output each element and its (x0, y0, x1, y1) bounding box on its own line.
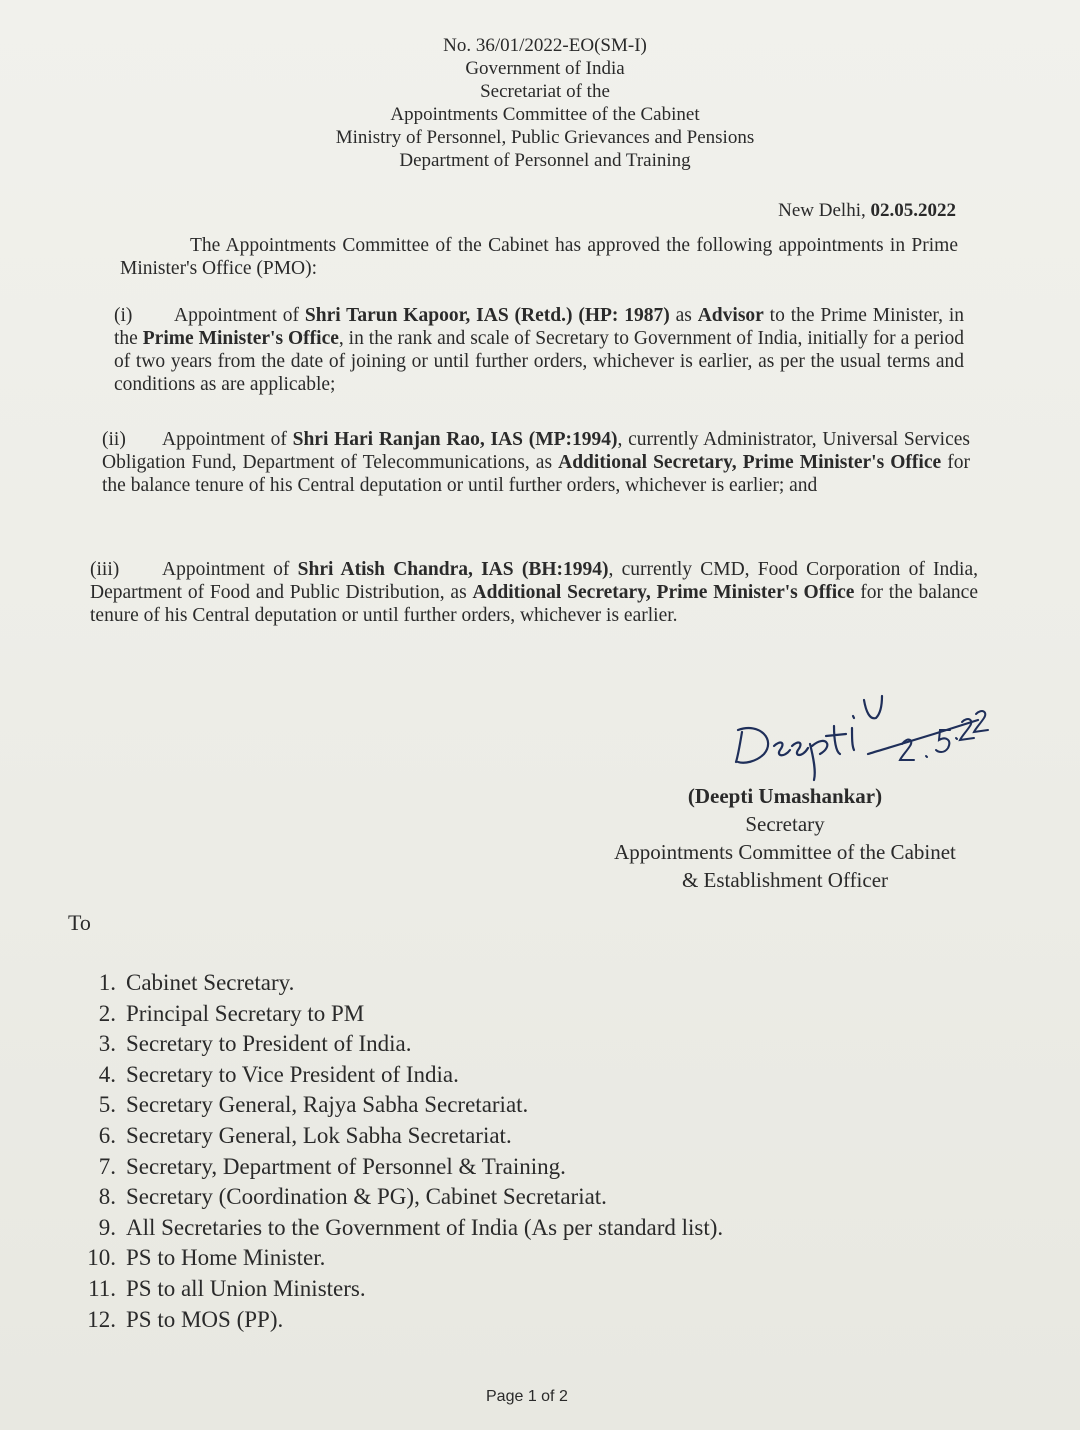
list-item (76, 1121, 836, 1152)
post-title: Additional Secretary, Prime Minister's Office (472, 582, 855, 603)
header-department: Department of Personnel and Training (399, 150, 691, 171)
post-title: Additional Secretary, Prime Minister's Office (558, 452, 942, 473)
appointee-name: Shri Atish Chandra, IAS (BH:1994) (297, 559, 609, 580)
item-text: to the Prime Minister, in the (114, 305, 964, 349)
item-number: (ii) (102, 429, 126, 450)
signatory-role: & Establishment Officer (681, 868, 889, 892)
recipient: Secretary to President of India. (126, 1031, 412, 1057)
appointment-item-1 (114, 304, 964, 396)
recipient: Secretary (Coordination & PG), Cabinet Secretariat. (126, 1184, 607, 1210)
list-number: 7. (98, 1153, 116, 1179)
appointee-name: Shri Tarun Kapoor, IAS (Retd.) (HP: 1987) (304, 305, 670, 326)
list-number: 3. (98, 1031, 116, 1057)
header-committee: Appointments Committee of the Cabinet (390, 104, 700, 125)
list-number: 12. (87, 1306, 116, 1332)
item-text: Appointment of (162, 559, 298, 580)
header-secretariat: Secretariat of the (480, 81, 610, 102)
handwritten-signature (730, 680, 990, 790)
item-number: (iii) (90, 559, 120, 580)
list-number: 2. (98, 1000, 116, 1026)
list-item (76, 1029, 836, 1060)
item-text: Appointment of (162, 429, 293, 450)
list-item (76, 1213, 836, 1244)
recipient: PS to MOS (PP). (126, 1306, 284, 1332)
recipient: Secretary General, Rajya Sabha Secretariat. (126, 1092, 529, 1118)
post-title: Advisor (697, 305, 764, 326)
item-number: (i) (114, 305, 133, 326)
header-ministry: Ministry of Personnel, Public Grievances and Pensions (335, 127, 755, 148)
list-item (76, 999, 836, 1030)
list-item (76, 1274, 836, 1305)
appointment-item-3 (90, 558, 978, 627)
list-number: 4. (98, 1061, 116, 1087)
date-place: New Delhi, (778, 200, 871, 221)
list-number: 1. (98, 970, 116, 995)
signatory-block (580, 782, 990, 894)
list-item (76, 1305, 836, 1336)
item-text: as (669, 305, 698, 326)
letterhead (300, 34, 790, 172)
signatory-name: (Deepti Umashankar) (687, 784, 883, 808)
list-item (76, 1243, 836, 1274)
list-number: 6. (98, 1122, 116, 1148)
list-number: 9. (98, 1214, 116, 1240)
page-number: Page 1 of 2 (486, 1388, 568, 1405)
appointment-item-2 (102, 428, 970, 497)
list-item (76, 1060, 836, 1091)
item-text: , currently Administrator, Universal Services Obligation Fund, Department of Telecommunications, as (102, 429, 970, 473)
recipient: Secretary to Vice President of India. (126, 1061, 459, 1087)
header-government: Government of India (465, 58, 625, 79)
recipient: PS to all Union Ministers. (126, 1275, 366, 1301)
recipient: Secretary General, Lok Sabha Secretariat. (126, 1122, 512, 1148)
intro-paragraph: The Appointments Committee of the Cabinet has approved the following appointments in Prime Minister's Office (PMO): (120, 235, 958, 279)
recipient: Cabinet Secretary. (126, 970, 295, 995)
item-text: Appointment of (174, 305, 305, 326)
list-item (76, 1152, 836, 1183)
appointee-name: Shri Hari Ranjan Rao, IAS (MP:1994) (292, 429, 618, 450)
recipient: Secretary, Department of Personnel & Training. (126, 1153, 566, 1179)
item-text: , currently CMD, Food Corporation of India, Department of Food and Public Distribution, as (90, 559, 978, 603)
to-label: To (68, 910, 91, 935)
recipient: Principal Secretary to PM (126, 1000, 365, 1026)
list-number: 8. (98, 1184, 116, 1210)
office-name: Prime Minister's Office (142, 328, 339, 349)
item-text: , in the rank and scale of Secretary to Government of India, initially for a period of two years from the date of joining or until further orders, whichever is earlier, as per the usual terms and conditions as are applicable; (114, 328, 965, 395)
list-item (76, 1090, 836, 1121)
list-number: 11. (88, 1275, 116, 1301)
distribution-list (76, 968, 836, 1335)
list-number: 10. (87, 1245, 116, 1271)
signatory-committee: Appointments Committee of the Cabinet (614, 840, 956, 864)
list-number: 5. (98, 1092, 116, 1118)
recipient: All Secretaries to the Government of India (As per standard list). (126, 1214, 724, 1240)
recipient: PS to Home Minister. (126, 1245, 326, 1271)
date-value: 02.05.2022 (870, 200, 956, 221)
signatory-title: Secretary (745, 812, 825, 836)
date-line (778, 200, 956, 222)
reference-number: No. 36/01/2022-EO(SM-I) (443, 35, 647, 56)
item-text: for the balance tenure of his Central deputation or until further orders, whichever is earlier. (90, 582, 978, 626)
list-item (76, 968, 836, 999)
list-item (76, 1182, 836, 1213)
item-text: for the balance tenure of his Central deputation or until further orders, whichever is earlier; and (102, 452, 970, 496)
